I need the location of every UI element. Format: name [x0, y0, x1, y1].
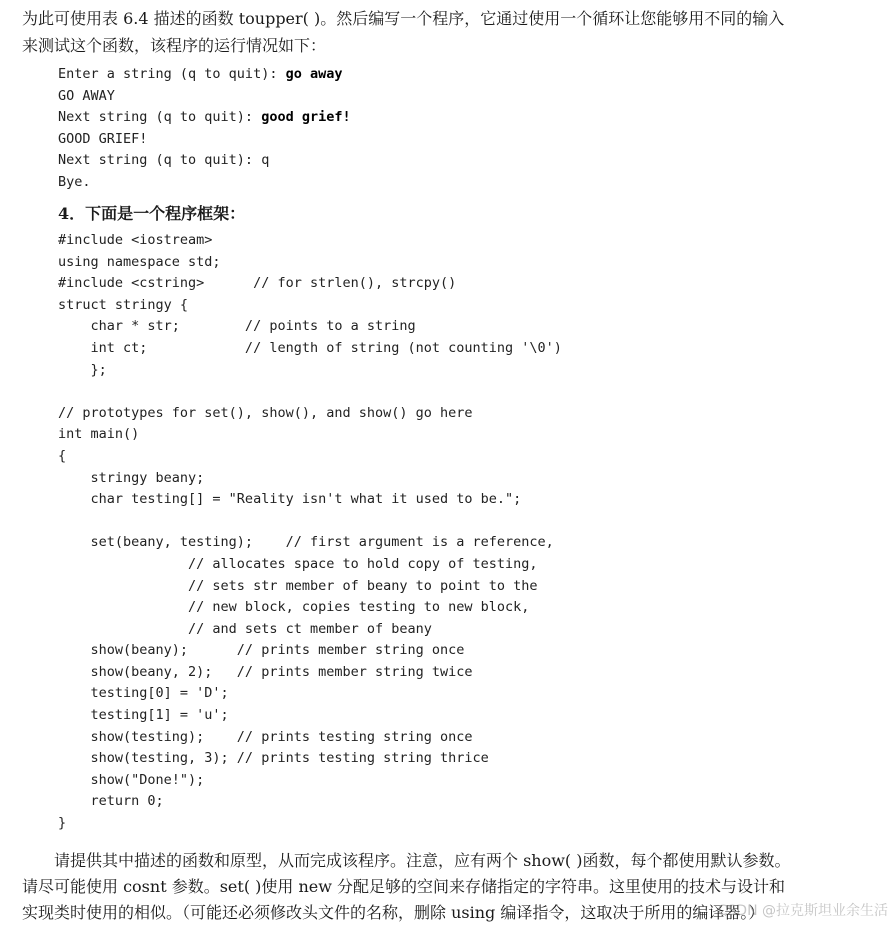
code-line: char testing[] = "Reality isn't what it used to be."; — [58, 491, 522, 508]
sample-run-block — [58, 64, 351, 194]
sample-run-prompt: Enter a string (q to quit): — [58, 66, 286, 82]
code-line: show(beany, 2); // prints member string twice — [58, 663, 473, 680]
watermark: CSDN @拉克斯坦业余生活 — [717, 903, 888, 919]
outro-line-2: 请尽可能使用 cosnt 参数。set( )使用 new 分配足够的空间来存储指定的字符串。这里使用的技术与设计和 — [22, 877, 786, 896]
code-line: #include <iostream> — [58, 232, 213, 248]
code-line: int main() — [58, 426, 140, 443]
sample-run-user-input: go away — [285, 66, 343, 82]
sample-run-prompt: GOOD GRIEF! — [58, 130, 148, 147]
code-line: // new block, copies testing to new block, — [58, 599, 530, 616]
code-line — [58, 511, 562, 533]
code-line: show(testing); // prints testing string once — [58, 728, 473, 745]
sample-run-prompt: Bye. — [58, 173, 91, 190]
code-line: stringy beany; — [58, 469, 205, 486]
code-line: show(testing, 3); // prints testing string thrice — [58, 750, 489, 767]
code-line: // allocates space to hold copy of testing, — [58, 555, 538, 572]
outro-line-1: 请提供其中描述的函数和原型，从而完成该程序。注意，应有两个 show( )函数，每个都使用默认参数。 — [54, 851, 791, 870]
sample-run-line — [58, 107, 351, 129]
code-listing — [58, 230, 562, 835]
intro-line-1: 为此可使用表 6.4 描述的函数 toupper( )。然后编写一个程序，它通过使用一个循环让您能够用不同的输入 — [22, 9, 785, 28]
code-line — [58, 381, 562, 403]
code-line: set(beany, testing); // first argument is a reference, — [58, 534, 554, 551]
code-line: struct stringy { — [58, 296, 189, 313]
intro-line-2: 来测试这个函数，该程序的运行情况如下： — [22, 36, 327, 55]
sample-run-line — [58, 129, 351, 151]
code-line: // sets str member of beany to point to the — [58, 577, 538, 594]
code-line: testing[0] = 'D'; — [58, 685, 229, 702]
sample-run-prompt: Next string (q to quit): — [58, 109, 262, 126]
code-line: show("Done!"); — [58, 771, 205, 788]
sample-run-prompt: GO AWAY — [58, 87, 115, 104]
code-line: show(beany); // prints member string once — [58, 642, 465, 659]
sample-run-line — [58, 172, 351, 194]
code-line: return 0; — [58, 793, 164, 810]
code-line: } — [58, 815, 67, 832]
code-line: // prototypes for set(), show(), and show() go here — [58, 404, 473, 421]
code-line: using namespace std; — [58, 253, 221, 270]
code-line: #include <cstring> // for strlen(), strcpy() — [58, 275, 457, 292]
code-line: // and sets ct member of beany — [58, 620, 432, 637]
sample-run-line — [58, 86, 351, 108]
sample-run-line — [58, 64, 351, 86]
outro-line-3: 实现类时使用的相似。（可能还必须修改头文件的名称，删除 using 编译指令，这取决于所用的编译器。） — [22, 903, 765, 922]
sample-run-user-input: good grief! — [261, 109, 351, 126]
code-line: testing[1] = 'u'; — [58, 707, 229, 724]
code-line: int ct; // length of string (not counting '\0') — [58, 339, 562, 356]
code-line: { — [58, 447, 67, 464]
exercise-heading: 4．下面是一个程序框架： — [58, 204, 246, 223]
code-line: char * str; // points to a string — [58, 318, 416, 335]
sample-run-line — [58, 150, 351, 172]
sample-run-prompt: Next string (q to quit): q — [58, 152, 270, 169]
code-line: }; — [58, 361, 107, 378]
